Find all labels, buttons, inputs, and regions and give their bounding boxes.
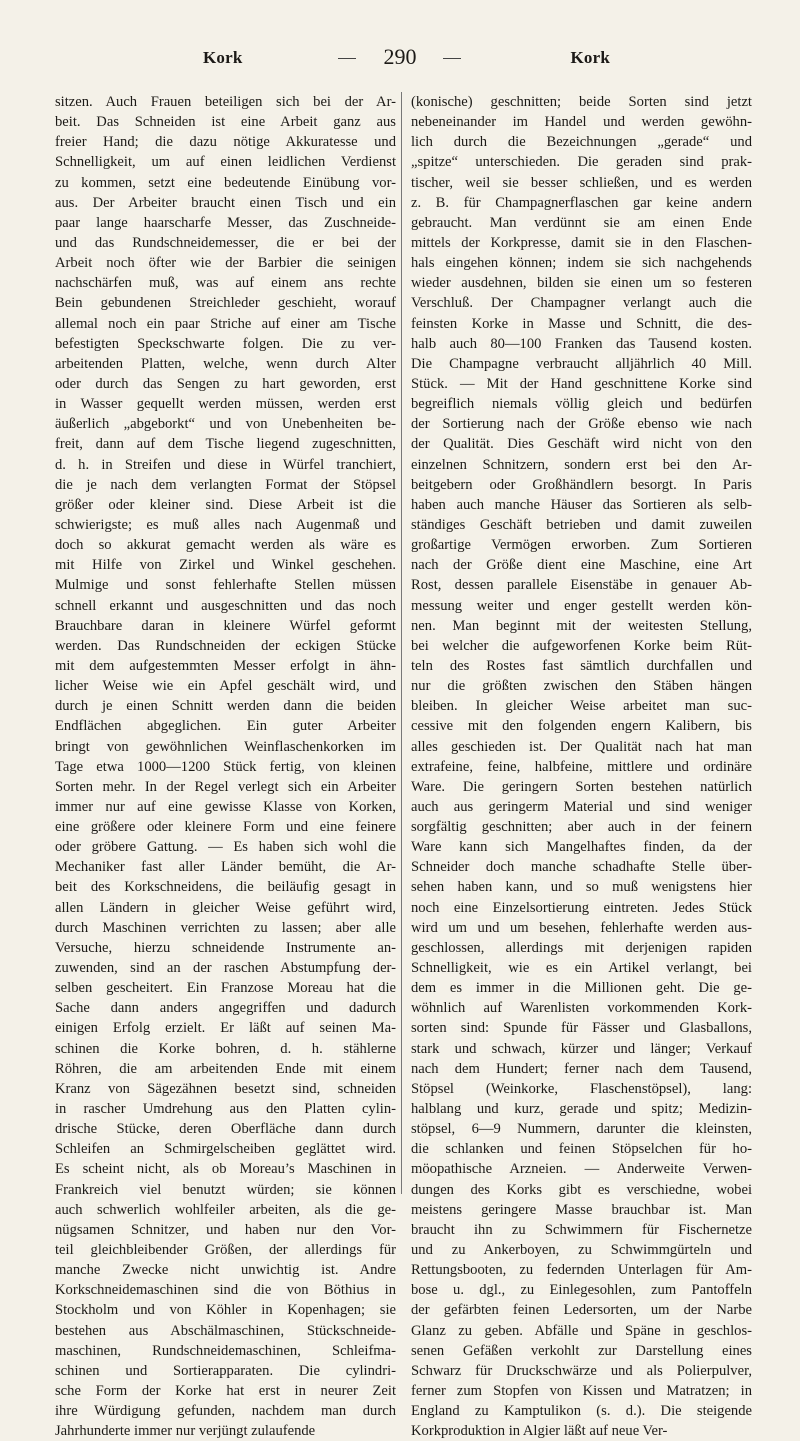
text-line: ständiges Geschäft betrieben und damit zuweilen [411,516,752,533]
text-line: möopathische Arzneien. — Anderweite Verwen- [411,1161,752,1178]
text-line: Stöpsel (Weinkorke, Flaschenstöpsel), lang: [411,1080,752,1097]
text-line: nach der Größe dient eine Maschine, eine Art [411,557,752,574]
text-line: die je nach dem verlangten Format der Stöpsel [55,476,396,493]
text-line: bei welcher die aufgeworfenen Korke beim Rüt- [411,637,752,654]
text-line: Mechaniker fast aller Länder bemüht, die Ar- [55,859,396,876]
text-line: zu kommen, setzt eine bedeutende Einübung vor- [55,174,396,191]
text-line: beitgebern oder Großhändlern besorgt. In Paris [411,476,752,493]
text-line: lich durch die Bezeichnungen „gerade“ und [411,134,752,151]
text-line: ferner zum Stopfen von Kissen und Matratzen; in [411,1383,752,1399]
text-line: Schneider doch manche schadhafte Stelle über- [411,859,752,876]
text-line: Sorten mehr. In der Regel verlegt sich ein Arbeiter [55,778,396,795]
text-line: beit. Das Schneiden ist eine Arbeit ganz aus [55,114,396,131]
text-line: Es scheint nicht, als ob Moreau’s Maschinen in [55,1161,396,1178]
text-line: z. B. für Champagnerflaschen gar keine andern [411,194,752,211]
text-line: mit dem aufgestemmten Messer erfolgt in ähn- [55,657,396,674]
text-line: maschinen, Rundschneidemaschinen, Schleifma- [55,1342,396,1359]
text-line: Versuche, hierzu schneidende Instrumente an- [55,939,396,956]
text-line: paar lange haarscharfe Messer, das Zuschneide- [55,214,396,231]
text-line: sitzen. Auch Frauen beteiligen sich bei der Ar- [55,94,396,110]
text-line: sehen haben kann, und so muß wenigstens hier [411,879,752,896]
text-line: schwierigste; es muß alles nach Augenmaß und [55,516,396,533]
text-line: Frankreich viel benutzt würden; sie können [55,1181,396,1198]
text-line: wird um und um besehen, fehlerhafte werden aus- [411,919,752,936]
text-line: werden. Das Rundschneiden der eckigen Stücke [55,637,396,654]
text-line: selben gescheitert. Ein Franzose Moreau hat die [55,980,396,997]
text-line: extrafeine, feine, halbfeine, mittlere und ordinäre [411,758,752,775]
text-line: allen Ländern in gleicher Weise geführt wird, [55,899,396,916]
text-line: sorgfältig geschnitten; aber auch in der feinern [411,819,752,836]
text-line: durch Maschinen verrichten zu lassen; aber alle [55,919,396,936]
text-line: großartige Vermögen erworben. Zum Sortieren [411,537,752,554]
text-line: halb auch 80—100 Franken das Tausend kosten. [411,335,752,352]
text-line: Stockholm und von Köhler in Kopenhagen; sie [55,1302,396,1319]
text-line: nügsamen Schnitzer, und haben nur den Vor- [55,1221,396,1238]
text-line: Verschluß. Der Champagner verlangt auch die [411,295,752,312]
text-line: halblang und kurz, gerade und spitz; Medizin- [411,1101,752,1118]
text-line: und das Rundschneidemesser, die er bei der [55,234,396,251]
column-divider [401,92,402,1194]
text-line: aus. Der Arbeiter braucht einen Tisch und ein [55,194,396,211]
text-line: Rost, dessen parallele Eisenstäbe in genauer Ab- [411,577,752,594]
text-line: alles geschieden ist. Der Qualität nach hat man [411,738,752,755]
text-line: Schwarz für Druckschwärze und als Polierpulver, [411,1362,752,1379]
text-line: der Qualität. Dies Geschäft wird nicht von den [411,436,752,453]
text-line: oder gröbere Gattung. — Es haben sich wohl die [55,839,396,856]
text-line: Schnelligkeit, um auf einen leidlichen Verdienst [55,154,396,171]
text-line: einzelnen Schnitzern, sondern erst bei den Ar- [411,456,752,473]
text-line: wöhnlich auf Warenlisten vorkommenden Kork- [411,1000,752,1017]
text-line: (konische) geschnitten; beide Sorten sind jetzt [411,94,752,110]
text-line: in rascher Umdrehung aus den Platten cylin- [55,1101,396,1118]
text-line: beit des Korkschneidens, die beiläufig gesagt in [55,879,396,896]
text-line: senen Gefäßen verkohlt zur Darstellung eines [411,1342,752,1359]
text-line: Jahrhunderte immer nur verjüngt zulaufende [55,1423,316,1440]
text-line: arbeitenden Platten, welche, wenn durch Alter [55,355,396,372]
text-line: sorten sind: Spunde für Fässer und Glasballons, [411,1020,752,1037]
text-line: doch so akkurat gemacht werden als wäre es [55,537,396,554]
page-number: 290 [383,44,417,69]
text-line: dem es immer in die Millionen geht. Die ge- [411,980,752,997]
text-line: Endflächen abgeglichen. Ein guter Arbeiter [55,718,396,735]
text-line: teil gleichbleibender Größen, der allerdings für [55,1242,396,1259]
text-line: schinen und Sortierapparaten. Die cylindri- [55,1362,396,1379]
text-line: allemal noch ein paar Striche auf einer am Tische [55,315,396,332]
text-line: meistens geringere Masse brauchbar ist. Man [411,1201,752,1218]
text-line: äußerlich „abgeborkt“ und von Unebenheiten be- [55,416,396,433]
text-line: Bein gebundenen Streichleder geschieht, worauf [55,295,396,312]
text-line: in Wasser gequellt werden müssen, werden erst [55,396,396,413]
text-line: Korkproduktion in Algier läßt auf neue Ver- [411,1423,668,1440]
text-line: die schlanken und feinen Stöpselchen für ho- [411,1141,752,1158]
text-line: schnell erkannt und ausgeschnitten und das noch [55,597,396,614]
text-line: braucht ihn zu Schwimmern für Fischernetze [411,1221,752,1238]
text-line: dungen des Korks gibt es verschiedne, wobei [411,1181,752,1198]
text-line: bringt von gewöhnlichen Weinflaschenkorken im [55,738,396,755]
text-line: durch je einen Schnitt werden dann die beiden [55,698,396,715]
text-line: Mulmige und sonst fehlerhafte Stellen müssen [55,577,396,594]
text-line: bleiben. In gleicher Weise arbeitet man suc- [411,698,752,715]
text-line: Brauchbare daran in kleinere Würfel geformt [55,617,396,634]
text-line: hals eingehen können; indem sie sich nachgehends [411,255,752,272]
text-line: befestigten Speckschwarte folgen. Die zu ver- [55,335,396,352]
text-line: sche Form der Korke hat erst in neurer Zeit [55,1383,396,1399]
text-line: freit, dann auf dem Tische liegend zugeschnitten, [55,436,396,453]
text-line: zuwenden, sind an der raschen Abstumpfung der- [55,960,396,977]
text-line: cessive mit den folgenden engern Kalibern, bis [411,718,752,735]
text-line: stöpsel, 6—9 Nummern, darunter die kleinsten, [411,1121,752,1138]
header-right-keyword: Kork [570,48,610,67]
text-line: gebraucht. Man verdünnt sie am einen Ende [411,214,752,231]
text-line: Sache dann anders angegriffen und dadurch [55,1000,396,1017]
text-line: stark und schwach, kürzer und länger; Verkauf [411,1040,752,1057]
text-line: nachschärfen muß, was auf einem ans rechte [55,275,396,292]
text-line: drische Stücke, deren Oberfläche dann durch [55,1121,396,1138]
text-line: d. h. in Streifen und diese in Würfel tranchiert, [55,456,396,473]
text-line: der gefärbten feinen Ledersorten, um der Narbe [411,1302,752,1319]
text-line: freier Hand; die dazu nötige Akkuratesse und [55,134,396,151]
text-line: Tage etwa 1000—1200 Stück fertig, von kleinen [55,758,396,775]
text-line: geschlossen, allerdings mit derjenigen rapiden [411,939,752,956]
text-line: auch schwerlich wohlfeiler arbeiten, als die ge- [55,1201,396,1218]
text-line: tischer, weil sie besser schließen, und es werden [411,174,752,191]
text-line: licher Weise wie ein Apfel geschält wird, und [55,678,396,695]
text-line: nen. Man beginnt mit der weitesten Stellung, [411,617,752,634]
text-line: immer nur auf eine gewisse Klasse von Korken, [55,798,396,815]
text-line: Stück. — Mit der Hand geschnittene Korke sind [411,375,752,392]
text-line: schinen die Korke bohren, d. h. stählerne [55,1040,396,1057]
text-line: Arbeit noch öfter wie der Barbier die seinigen [55,255,396,272]
text-line: nach dem Hundert; ferner nach dem Tausend, [411,1060,752,1077]
text-line: nebeneinander im Handel und werden gewöhn- [411,114,752,131]
right-text-column [411,92,752,1441]
text-line: einigen Erfolg erzielt. Er läßt auf seinen Ma- [55,1020,396,1037]
text-line: Korkschneidemaschinen sind die von Böthius in [55,1282,396,1299]
text-line: größer oder kleiner sind. Diese Arbeit ist die [55,496,396,513]
text-line: Glanz zu geben. Abfälle und Späne in geschlos- [411,1322,752,1339]
text-line: „spitze“ unterschieden. Die geraden sind prak- [411,154,752,171]
text-line: der Sortierung nach der Größe ebenso wie nach [411,416,752,433]
text-line: wieder ausdehnen, bilden sie einen um so festeren [411,275,752,292]
text-line: Kranz von Sägezähnen besetzt sind, schneiden [55,1080,396,1097]
text-line: Ware. Die geringern Sorten bestehen natürlich [411,778,752,795]
text-line: teln des Rostes fast sämtlich durchfallen und [411,657,752,674]
text-line: England zu Kamptulikon (s. d.). Die steigende [411,1403,752,1420]
text-line: eine größere oder kleinere Form und eine feinere [55,819,396,836]
header-dash-right [443,58,461,59]
text-line: ihre Würdigung gefunden, nachdem man durch [55,1403,396,1420]
text-line: auch aus geringerm Material und sind weniger [411,798,752,815]
text-line: noch eine Einzelsortierung eintreten. Jedes Stück [411,899,752,916]
left-text-column [55,92,396,1441]
text-line: feinsten Korke in Masse und Schnitt, die des- [411,315,752,332]
text-line: mit Hilfe von Zirkel und Winkel geschehen. [55,557,396,574]
running-header [55,44,745,74]
text-line: bestehen aus Abschälmaschinen, Stückschneide- [55,1322,396,1339]
text-line: begreiflich niemals völlig gleich und bedürfen [411,396,752,413]
text-line: nur die größten zwischen den Stäben hängen [411,678,752,695]
text-line: und zu Ankerboyen, zu Schwimmgürteln und [411,1242,752,1259]
text-line: Röhren, die am arbeitenden Ende mit einem [55,1060,396,1077]
text-line: mittels der Korkpresse, damit sie in den Flaschen- [411,234,752,251]
header-left-keyword: Kork [203,48,243,67]
text-line: Rettungsbooten, zu federnden Unterlagen für Am- [411,1262,752,1279]
text-line: Die Champagne verbraucht alljährlich 40 Mill. [411,355,752,372]
text-line: manche Zwecke nicht unwichtig ist. Andre [55,1262,396,1279]
text-line: Schnelligkeit, wie es ein Artikel verlangt, bei [411,960,752,977]
text-line: Schleifen an Schmirgelscheiben geglättet wird. [55,1141,396,1158]
text-line: Ware kann sich Mangelhaftes finden, da der [411,839,752,856]
text-line: haben auch manche Häuser das Sortieren als selb- [411,496,752,513]
text-line: oder durch das Sengen zu hart geworden, erst [55,375,396,392]
text-line: messung weiter und enger gestellt werden kön- [411,597,752,614]
text-line: bose u. dgl., zu Einlegesohlen, zum Pantoffeln [411,1282,752,1299]
